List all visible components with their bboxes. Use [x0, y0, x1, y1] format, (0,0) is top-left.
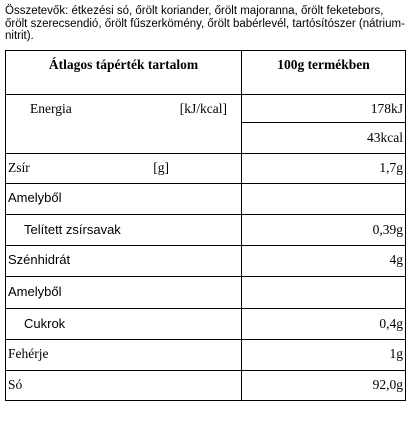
- nutrition-table: [5, 50, 406, 401]
- table-row-fat: [6, 154, 406, 184]
- ingredients-text: Összetevők: étkezési só, őrölt koriander, őrölt majoranna, őrölt feketebors, őrölt szerecsendió, őrölt fűszerkömény, őrölt babérlevél, tartósítószer (nátrium-nitrit).: [5, 5, 405, 43]
- of-which-label-2: Amelyből: [6, 277, 242, 309]
- table-row-energy: [6, 95, 406, 123]
- energy-unit: [kJ/kcal]: [179, 101, 227, 116]
- carbs-value: 4g: [242, 246, 406, 277]
- energy-label: Energia: [30, 101, 72, 116]
- protein-value: 1g: [242, 340, 406, 371]
- salt-label: Só: [6, 371, 242, 401]
- header-nutrition-content: Átlagos tápérték tartalom: [6, 51, 242, 95]
- fat-unit: [g]: [153, 160, 169, 175]
- saturated-label: Telített zsírsavak: [24, 222, 121, 237]
- carbs-label: Szénhidrát: [6, 246, 242, 277]
- fat-label: Zsír: [8, 160, 30, 175]
- header-per-100g: 100g termékben: [242, 51, 406, 95]
- table-row-carbs: [6, 246, 406, 277]
- table-row-sugars: [6, 309, 406, 340]
- protein-label: Fehérje: [6, 340, 242, 371]
- table-row-saturated: [6, 215, 406, 246]
- saturated-value: 0,39g: [242, 215, 406, 246]
- energy-kcal-value: 43kcal: [242, 123, 406, 154]
- of-which-label-1: Amelyből: [6, 184, 242, 215]
- energy-kj-value: 178kJ: [242, 95, 406, 123]
- table-row-salt: [6, 371, 406, 401]
- table-row-of-which-1: [6, 184, 406, 215]
- table-header-row: [6, 51, 406, 95]
- table-row-of-which-2: [6, 277, 406, 309]
- fat-value: 1,7g: [242, 154, 406, 184]
- salt-value: 92,0g: [242, 371, 406, 401]
- sugars-value: 0,4g: [242, 309, 406, 340]
- sugars-label: Cukrok: [24, 316, 66, 331]
- table-row-protein: [6, 340, 406, 371]
